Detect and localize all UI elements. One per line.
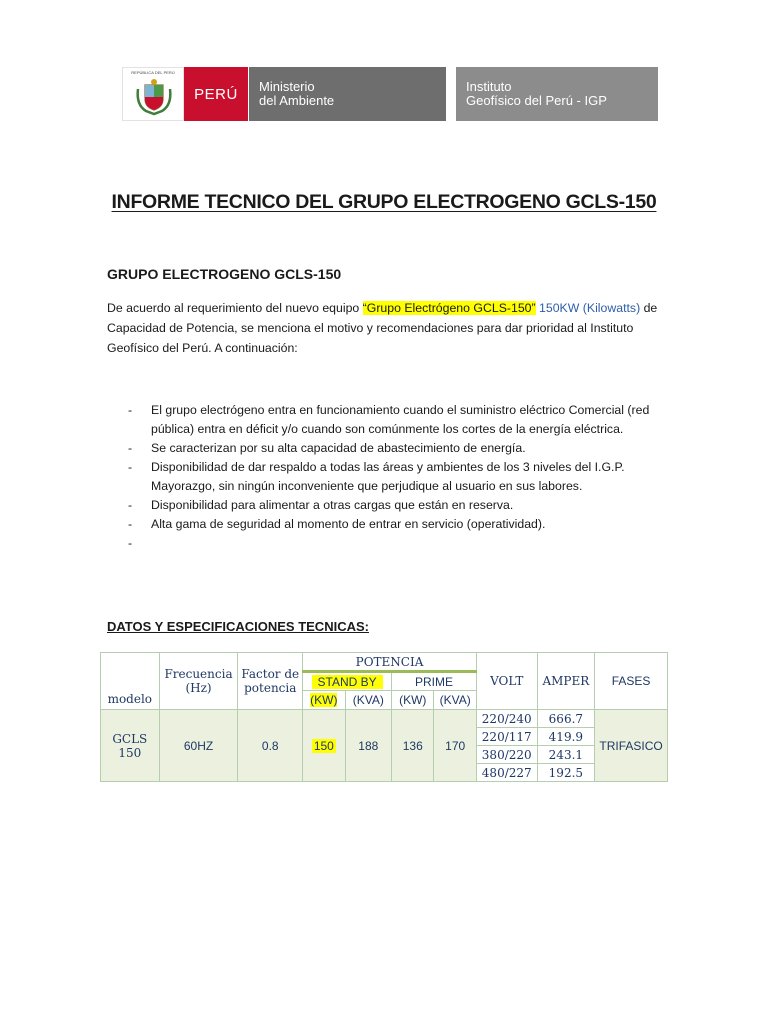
cell-amper: 243.1 xyxy=(537,746,595,764)
header-amper: AMPER xyxy=(537,653,595,710)
cell-amper: 419.9 xyxy=(537,728,595,746)
header-volt: VOLT xyxy=(476,653,537,710)
institute-line2: Geofísico del Perú - IGP xyxy=(466,93,607,108)
header-prime: PRIME xyxy=(392,672,477,691)
intro-text-1: De acuerdo al requerimiento del nuevo equipo xyxy=(107,301,363,315)
ministry-line2: del Ambiente xyxy=(259,93,335,108)
peru-label: PERÚ xyxy=(184,67,248,121)
bullet-list xyxy=(128,401,668,553)
header-standby-label: STAND BY xyxy=(312,675,383,689)
cell-fases: TRIFASICO xyxy=(595,710,668,782)
seal-caption: REPÚBLICA DEL PERÚ xyxy=(131,70,175,75)
list-item: - Se caracterizan por su alta capacidad de abastecimiento de energía. xyxy=(128,439,668,458)
intro-paragraph xyxy=(107,298,667,358)
cell-modelo: GCLS 150 xyxy=(101,710,160,782)
header-frecuencia: Frecuencia (Hz) xyxy=(159,653,238,710)
cell-volt: 480/227 xyxy=(476,764,537,782)
section-title: GRUPO ELECTROGENO GCLS-150 xyxy=(107,266,342,282)
header-prime-kw: (KW) xyxy=(392,691,434,710)
ministry-label xyxy=(248,67,446,121)
header-fases: FASES xyxy=(595,653,668,710)
table-row xyxy=(101,710,668,728)
intro-power-rating: 150KW (Kilowatts) xyxy=(535,301,641,315)
list-item: - Disponibilidad de dar respaldo a todas las áreas y ambientes de los 3 niveles del I.G.P. Mayorazgo, sin ningún inconveniente que perjudique al usuario en sus labores. xyxy=(128,458,668,496)
header-banner xyxy=(122,67,658,121)
cell-prime-kva: 170 xyxy=(434,710,476,782)
intro-highlight: “Grupo Electrógeno GCLS-150” xyxy=(362,301,536,315)
cell-standby-kw xyxy=(303,710,345,782)
cell-prime-kw: 136 xyxy=(392,710,434,782)
institute-label xyxy=(456,67,658,121)
cell-amper: 192.5 xyxy=(537,764,595,782)
cell-frecuencia: 60HZ xyxy=(159,710,238,782)
intro-text-2: de Capacidad de Potencia, se menciona el motivo y recomendaciones para dar prioridad al Instituto Geofísico del Perú. A continuación: xyxy=(107,301,658,355)
institute-line1: Instituto xyxy=(466,79,512,94)
cell-amper: 666.7 xyxy=(537,710,595,728)
list-item xyxy=(128,534,668,553)
header-standby-kva: (KVA) xyxy=(345,691,391,710)
coat-of-arms-icon xyxy=(134,77,174,117)
header-standby xyxy=(303,672,392,691)
ministry-line1: Ministerio xyxy=(259,79,315,94)
cell-factor: 0.8 xyxy=(238,710,303,782)
cell-volt: 380/220 xyxy=(476,746,537,764)
document-title: INFORME TECNICO DEL GRUPO ELECTROGENO GCLS-150 xyxy=(111,191,657,213)
cell-volt: 220/240 xyxy=(476,710,537,728)
specs-title: DATOS Y ESPECIFICACIONES TECNICAS: xyxy=(107,619,369,634)
header-potencia: POTENCIA xyxy=(303,653,477,672)
header-modelo: modelo xyxy=(101,653,160,710)
list-item: - El grupo electrógeno entra en funcionamiento cuando el suministro eléctrico Comercial (red pública) entra en déficit y/o cuando son comúnmente los cortes de la energía eléctrica. xyxy=(128,401,668,439)
cell-standby-kva: 188 xyxy=(345,710,391,782)
list-item: - Alta gama de seguridad al momento de entrar en servicio (operatividad). xyxy=(128,515,668,534)
cell-volt: 220/117 xyxy=(476,728,537,746)
header-prime-kva: (KVA) xyxy=(434,691,476,710)
seal-box xyxy=(122,67,184,121)
list-item: - Disponibilidad para alimentar a otras cargas que están en reserva. xyxy=(128,496,668,515)
header-standby-kw-label: (KW) xyxy=(310,693,338,707)
header-standby-kw xyxy=(303,691,345,710)
specs-table xyxy=(100,652,668,782)
header-factor: Factor de potencia xyxy=(238,653,303,710)
cell-standby-kw-value: 150 xyxy=(313,738,334,753)
